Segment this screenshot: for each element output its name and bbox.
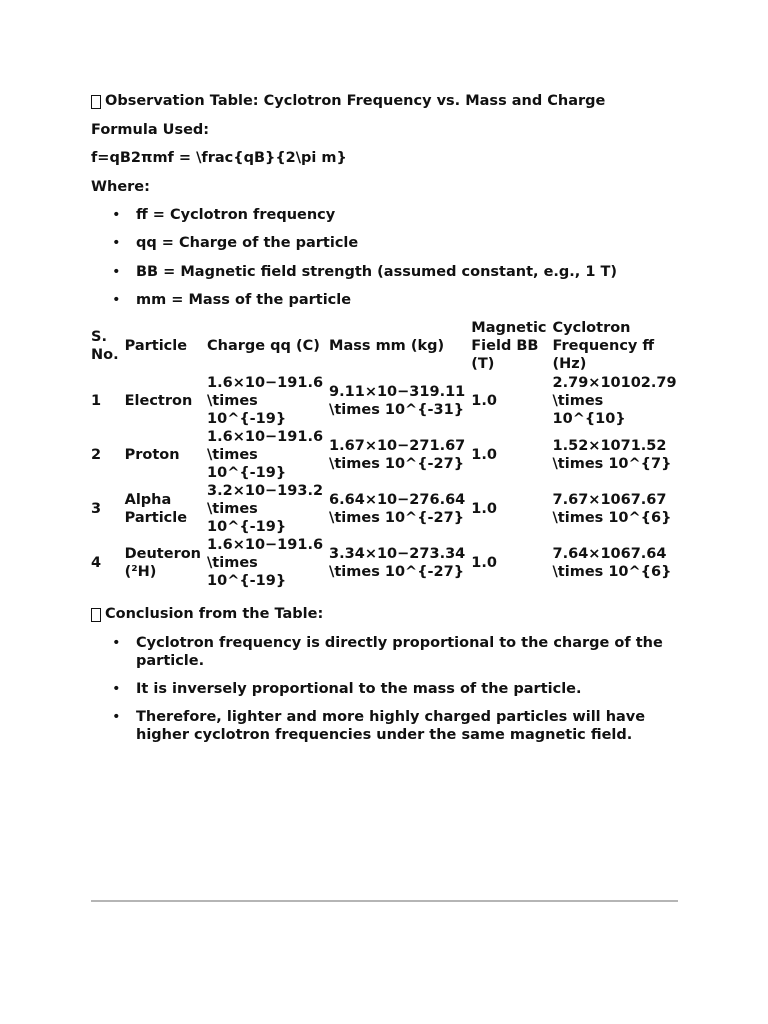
table-row <box>88 536 680 590</box>
where-label: Where: <box>91 179 150 195</box>
table-cell: 4 <box>91 555 102 571</box>
list-item: • Cyclotron frequency is directly proportional to the charge of the particle. <box>91 634 681 670</box>
observation-title: Observation Table: Cyclotron Frequency vs. Mass and Charge <box>105 93 606 109</box>
observation-table <box>88 318 680 590</box>
table-cell: Electron <box>124 393 193 409</box>
table-cell: 1.67×10−271.67 \times 10^{-27} <box>329 438 466 472</box>
conclusion-heading <box>91 605 323 623</box>
formula-label: Formula Used: <box>91 122 210 138</box>
table-cell: 9.11×10−319.11 \times 10^{-31} <box>329 384 466 418</box>
table-cell: 1 <box>91 393 102 409</box>
table-cell: 1.0 <box>471 501 497 517</box>
table-cell: Proton <box>124 447 180 463</box>
where-list <box>91 206 681 309</box>
table-cell: 2.79×10102.79 \times 10^{10} <box>552 375 677 427</box>
header-particle: Particle <box>124 338 188 354</box>
conclusion-title: Conclusion from the Table: <box>105 606 324 622</box>
table-cell: Alpha Particle <box>124 492 188 526</box>
list-item: • BB = Magnetic field strength (assumed constant, e.g., 1 T) <box>91 263 681 281</box>
table-cell: 3.2×10−193.2 \times 10^{-19} <box>207 483 324 535</box>
table-cell: 7.64×1067.64 \times 10^{6} <box>552 546 672 580</box>
conclusion-list <box>91 634 681 744</box>
table-header-row <box>88 318 680 374</box>
list-item: • mm = Mass of the particle <box>91 291 681 309</box>
table-row <box>88 428 680 482</box>
table-cell: 6.64×10−276.64 \times 10^{-27} <box>329 492 466 526</box>
table-row <box>88 482 680 536</box>
table-cell: 1.0 <box>471 555 497 571</box>
table-cell: 1.0 <box>471 447 497 463</box>
list-item: • ff = Cyclotron frequency <box>91 206 681 224</box>
list-item: • qq = Charge of the particle <box>91 234 681 252</box>
formula-text: f=qB2πmf = \frac{qB}{2\pi m} <box>91 150 347 166</box>
header-sno: S. No. <box>91 329 119 363</box>
list-item: • Therefore, lighter and more highly charged particles will have higher cyclotron frequencies under the same magnetic field. <box>91 708 681 744</box>
table-cell: Deuteron (²H) <box>124 546 202 580</box>
table-cell: 1.6×10−191.6 \times 10^{-19} <box>207 429 324 481</box>
table-cell: 1.6×10−191.6 \times 10^{-19} <box>207 537 324 589</box>
table-cell: 1.52×1071.52 \times 10^{7} <box>552 438 672 472</box>
table-cell: 3.34×10−273.34 \times 10^{-27} <box>329 546 466 580</box>
header-magnetic-field: Magnetic Field BB (T) <box>471 320 547 372</box>
emoji-placeholder-icon <box>91 608 101 622</box>
table-cell: 1.6×10−191.6 \times 10^{-19} <box>207 375 324 427</box>
header-mass: Mass mm (kg) <box>329 338 445 354</box>
header-charge: Charge qq (C) <box>207 338 320 354</box>
table-cell: 1.0 <box>471 393 497 409</box>
observation-heading <box>91 92 605 110</box>
table-cell: 2 <box>91 447 102 463</box>
header-frequency: Cyclotron Frequency ff (Hz) <box>552 320 655 372</box>
table-cell: 7.67×1067.67 \times 10^{6} <box>552 492 672 526</box>
emoji-placeholder-icon <box>91 95 101 109</box>
table-cell: 3 <box>91 501 102 517</box>
list-item: • It is inversely proportional to the mass of the particle. <box>91 680 681 698</box>
horizontal-divider <box>91 900 678 902</box>
table-row <box>88 374 680 428</box>
